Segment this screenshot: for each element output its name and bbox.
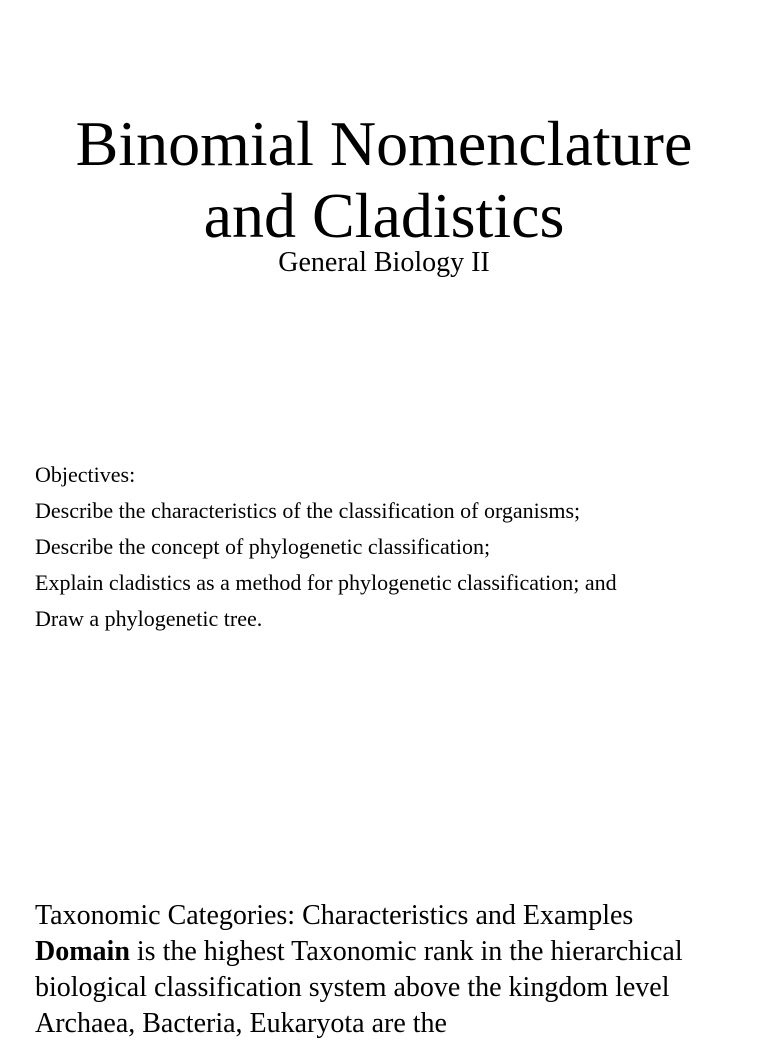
slide-title <box>0 108 768 252</box>
taxonomy-paragraph <box>35 934 745 1042</box>
title-block <box>0 108 768 252</box>
taxonomy-heading: Taxonomic Categories: Characteristics and Examples <box>35 900 634 931</box>
objectives-label: Objectives: <box>35 462 136 487</box>
objective-item: Draw a phylogenetic tree. <box>35 606 263 631</box>
objective-item: Describe the concept of phylogenetic classification; <box>35 534 491 559</box>
domain-definition: is the highest Taxonomic rank in the hierarchical biological classification system above the kingdom level Archaea, Bacteria, Eukaryota are the <box>35 936 683 1039</box>
taxonomy-section <box>35 898 745 1042</box>
objective-item: Describe the characteristics of the classification of organisms; <box>35 498 581 523</box>
domain-term: Domain <box>35 936 130 967</box>
objectives-section <box>35 457 755 637</box>
slide-subtitle: General Biology II <box>278 247 490 278</box>
objective-item: Explain cladistics as a method for phylogenetic classification; and <box>35 570 617 595</box>
slide-title-line-2: and Cladistics <box>203 180 565 251</box>
slide-title-line-1: Binomial Nomenclature <box>75 108 693 179</box>
